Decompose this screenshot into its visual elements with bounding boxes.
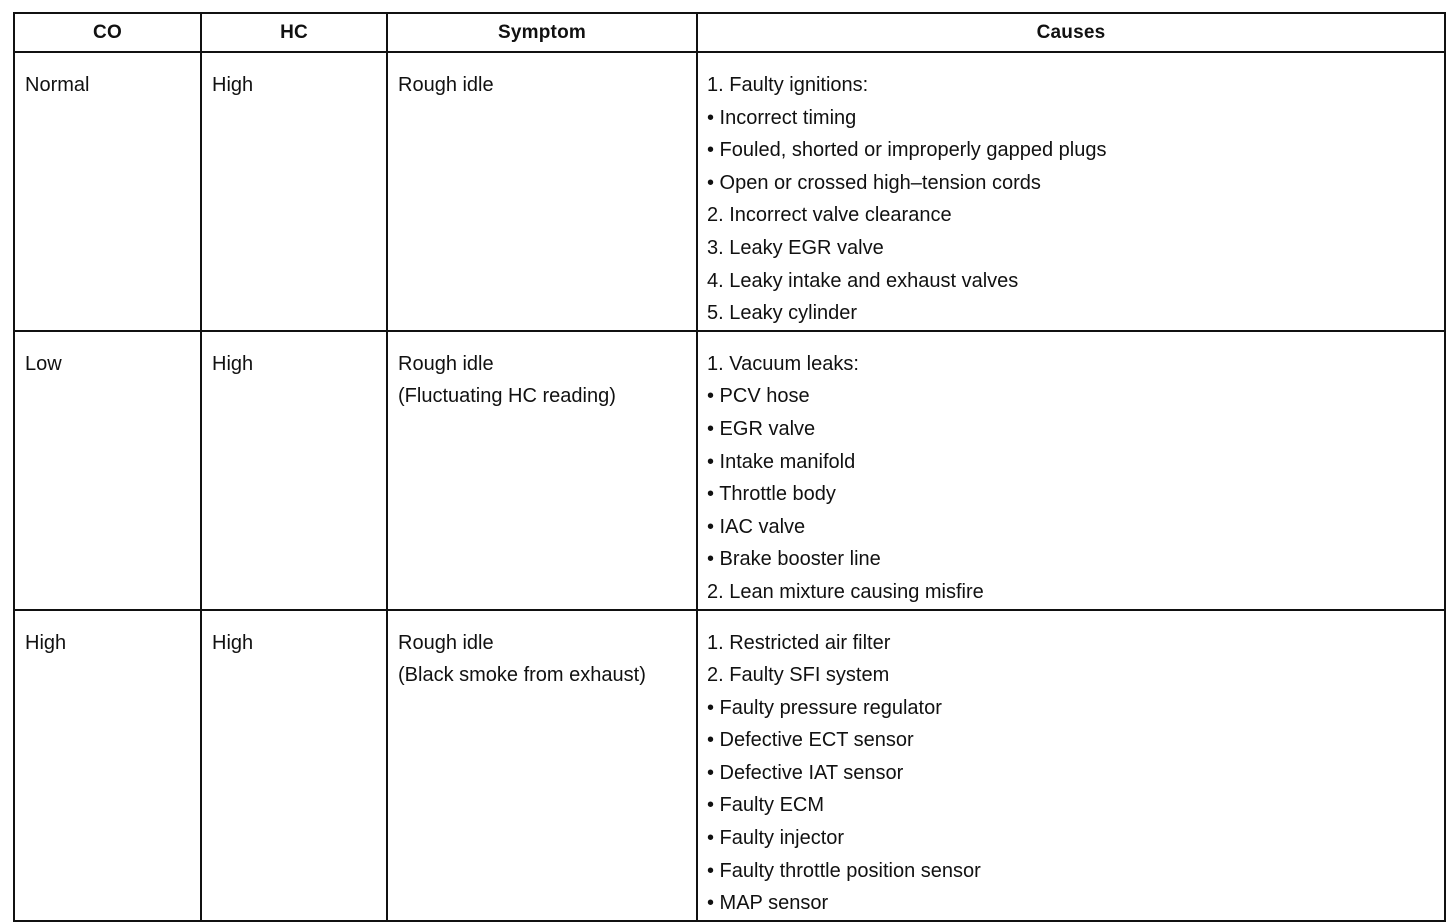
hc-cell xyxy=(201,331,387,610)
cause-line: • Faulty pressure regulator xyxy=(707,696,942,719)
cause-line: • EGR valve xyxy=(707,417,816,440)
emissions-diagnosis-table xyxy=(13,12,1446,922)
cause-line: 3. Leaky EGR valve xyxy=(707,236,884,259)
hc-value: High xyxy=(212,352,254,375)
cause-line: • Faulty injector xyxy=(707,827,845,850)
hc-cell xyxy=(201,52,387,331)
causes-cell xyxy=(697,331,1445,610)
cause-line: 1. Faulty ignitions: xyxy=(707,74,869,96)
table-row xyxy=(14,331,1445,610)
cause-line: 2. Faulty SFI system xyxy=(707,664,890,687)
symptom-line: Rough idle xyxy=(398,352,494,375)
cause-line: • Intake manifold xyxy=(707,450,856,473)
causes-cell xyxy=(697,52,1445,331)
cause-line: 4. Leaky intake and exhaust valves xyxy=(707,269,1019,292)
cause-line: • Fouled, shorted or improperly gapped plugs xyxy=(707,139,1107,162)
causes-cell xyxy=(697,610,1445,921)
cause-line: • Defective IAT sensor xyxy=(707,761,904,784)
table-row xyxy=(14,610,1445,921)
co-cell xyxy=(14,52,201,331)
hc-value: High xyxy=(212,631,254,654)
header-co: CO xyxy=(14,13,201,52)
cause-line: • Brake booster line xyxy=(707,548,881,571)
cause-line: • Open or crossed high–tension cords xyxy=(707,171,1041,194)
co-value: High xyxy=(25,631,67,654)
symptom-line: (Black smoke from exhaust) xyxy=(398,664,646,687)
diagnosis-table-sheet xyxy=(13,12,1444,915)
cause-line: 2. Lean mixture causing misfire xyxy=(707,580,984,603)
cause-line: • MAP sensor xyxy=(707,892,829,915)
cause-line: 5. Leaky cylinder xyxy=(707,302,858,325)
symptom-line: (Fluctuating HC reading) xyxy=(398,385,616,408)
cause-line: 1. Vacuum leaks: xyxy=(707,352,859,375)
header-causes: Causes xyxy=(697,13,1445,52)
cause-line: • IAC valve xyxy=(707,515,806,538)
table-header-row xyxy=(14,13,1445,52)
table-row xyxy=(14,52,1445,331)
symptom-line: Rough idle xyxy=(398,631,494,654)
symptom-line: Rough idle xyxy=(398,74,494,96)
cause-line: • PCV hose xyxy=(707,385,810,408)
cause-line: • Incorrect timing xyxy=(707,106,857,129)
header-symptom: Symptom xyxy=(387,13,697,52)
cause-line: 2. Incorrect valve clearance xyxy=(707,204,952,227)
cause-line: • Throttle body xyxy=(707,483,836,506)
symptom-cell xyxy=(387,610,697,921)
co-value: Normal xyxy=(25,74,90,96)
hc-value: High xyxy=(212,74,254,96)
co-cell xyxy=(14,610,201,921)
co-cell xyxy=(14,331,201,610)
co-value: Low xyxy=(25,352,62,375)
cause-line: • Faulty ECM xyxy=(707,794,825,817)
cause-line: • Faulty throttle position sensor xyxy=(707,859,981,882)
cause-line: 1. Restricted air filter xyxy=(707,631,891,654)
header-hc: HC xyxy=(201,13,387,52)
symptom-cell xyxy=(387,52,697,331)
cause-line: • Defective ECT sensor xyxy=(707,729,914,752)
symptom-cell xyxy=(387,331,697,610)
hc-cell xyxy=(201,610,387,921)
